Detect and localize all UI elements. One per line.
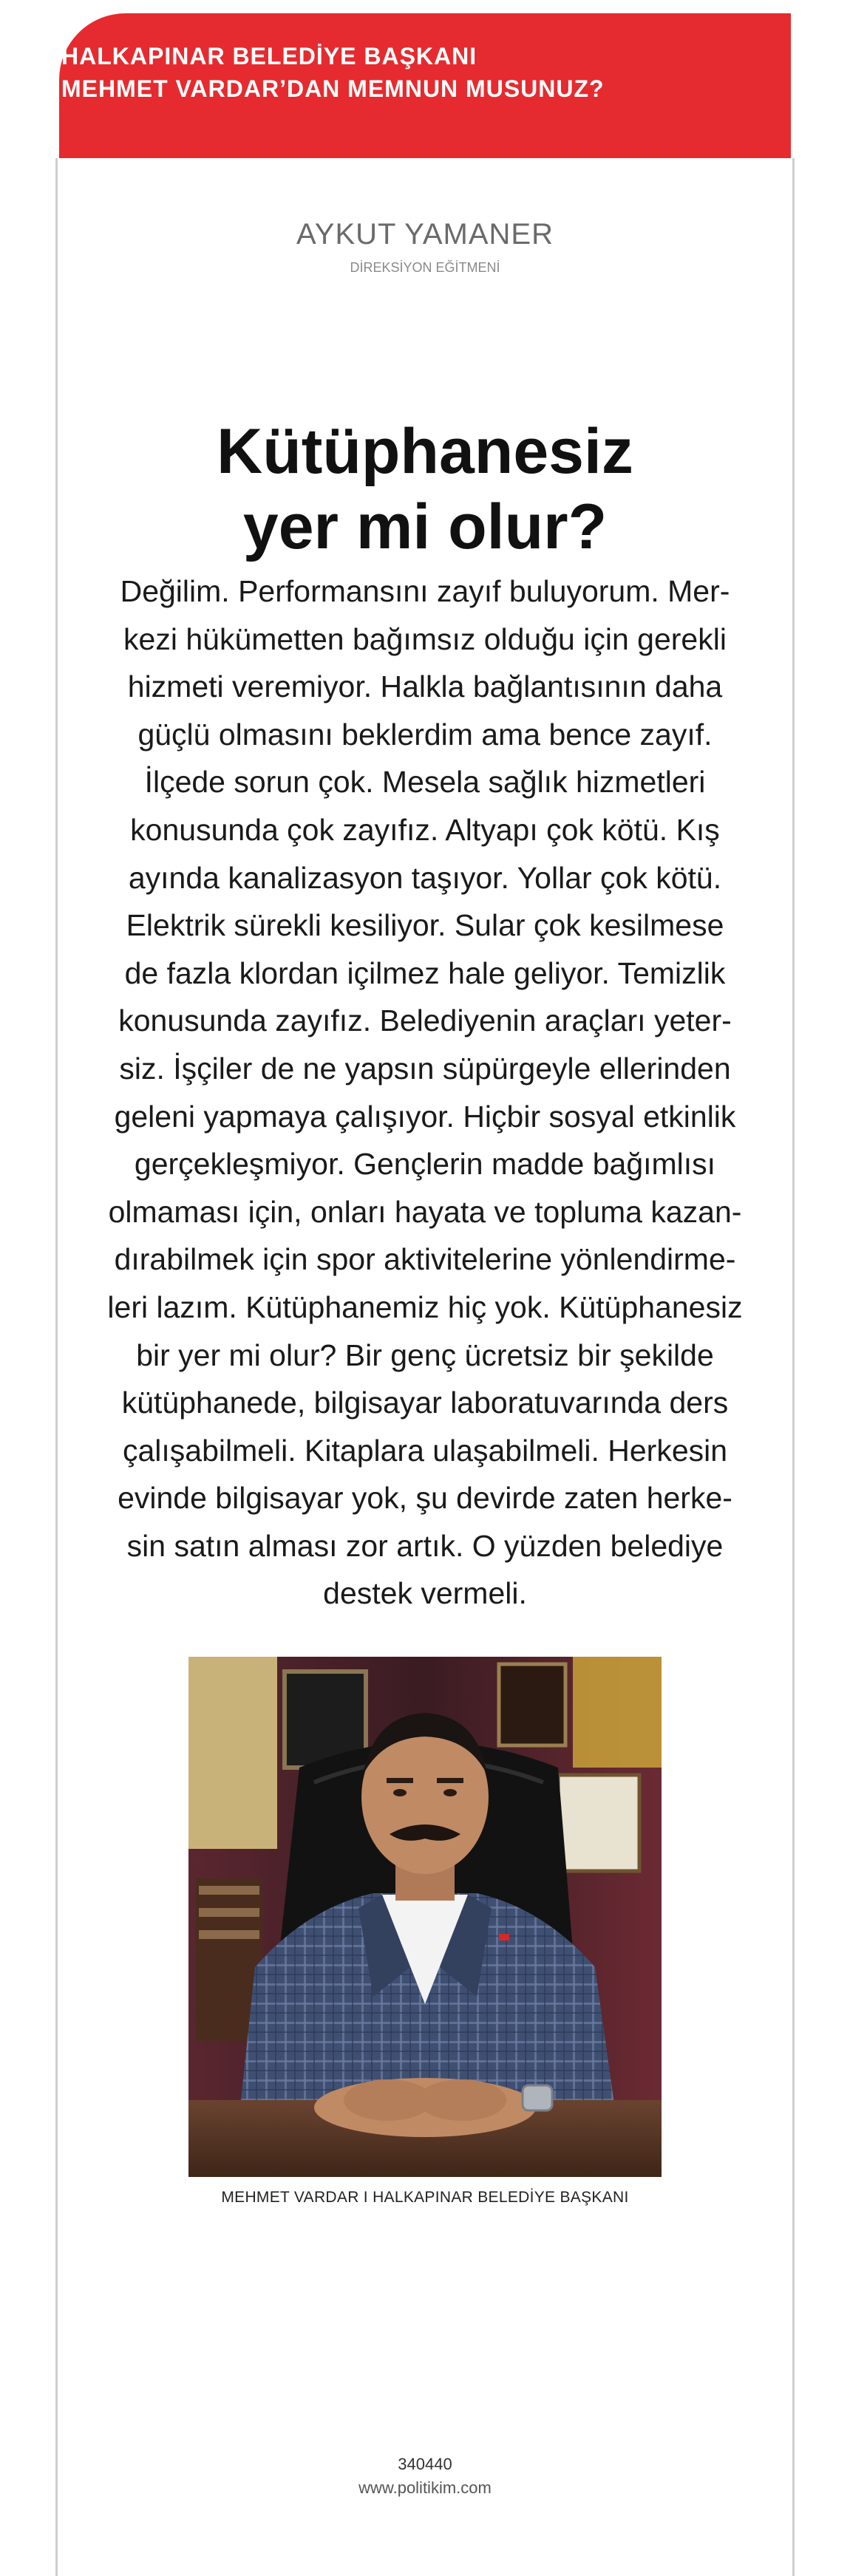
body-line: olmaması için, onları hayata ve topluma kazan- [108,1194,742,1229]
banner-question-line-2: MEHMET VARDAR’DAN MEMNUN MUSUNUZ? [61,75,605,102]
body-text [103,568,747,1618]
body-line: kezi hükümetten bağımsız olduğu için gerekli [123,621,727,656]
body-line: bir yer mi olur? Bir genç ücretsiz bir şekilde [136,1338,714,1372]
body-line: hizmeti veremiyor. Halkla bağlantısının daha [127,669,723,704]
body-line: güçlü olmasını beklerdim ama bence zayıf. [137,717,713,752]
body-line: kütüphanede, bilgisayar laboratuvarında ders [121,1386,729,1420]
footer-code: 340440 [398,2455,452,2473]
body-line: ayında kanalizasyon taşıyor. Yollar çok kötü. [128,860,722,895]
body-line: sin satın alması zor artık. O yüzden belediye [126,1528,724,1563]
headline-line-2: yer mi olur? [242,491,608,562]
headline-line-1: Kütüphanesiz [217,416,633,487]
body-line: de fazla klordan içilmez hale geliyor. Temizlik [124,955,726,990]
body-line: İlçede sorun çok. Mesela sağlık hizmetleri [144,765,706,800]
banner-question-line-1: HALKAPINAR BELEDİYE BAŞKANI [61,43,477,69]
body-line: geleni yapmaya çalışıyor. Hiçbir sosyal etkinlik [114,1099,736,1134]
footer-url[interactable]: www.politikim.com [358,2478,492,2497]
body-line: leri lazım. Kütüphanemiz hiç yok. Kütüphanesiz [107,1289,743,1324]
body-line: destek vermeli. [323,1576,527,1611]
body-line: çalışabilmeli. Kitaplara ulaşabilmeli. Herkesin [122,1433,728,1468]
body-line: Değilim. Performansını zayıf buluyorum. Mer- [120,574,730,608]
author-role: DİREKSİYON EĞİTMENİ [350,260,500,275]
headline [74,414,776,565]
frame-right-border [792,158,795,2576]
portrait-illustration [188,1657,662,2177]
frame-left-border [55,158,58,2576]
body-line: konusunda zayıfız. Belediyenin araçları yeter- [118,1004,732,1038]
body-line: dırabilmek için spor aktivitelerine yönlendirme- [114,1242,736,1277]
body-line: gerçekleşmiyor. Gençlerin madde bağımlısı [134,1147,716,1182]
body-line: siz. İşçiler de ne yapsın süpürgeyle ellerinden [119,1051,731,1086]
body-line: konusunda çok zayıfız. Altyapı çok kötü. Kış [130,812,720,847]
body-line: evinde bilgisayar yok, şu devirde zaten herke- [118,1481,732,1516]
author-name: AYKUT YAMANER [296,218,554,251]
body-line: Elektrik sürekli kesiliyor. Sular çok kesilmese [126,908,724,943]
photo-caption: MEHMET VARDAR I HALKAPINAR BELEDİYE BAŞKANI [221,2189,629,2206]
mayor-portrait-photo [188,1657,662,2177]
